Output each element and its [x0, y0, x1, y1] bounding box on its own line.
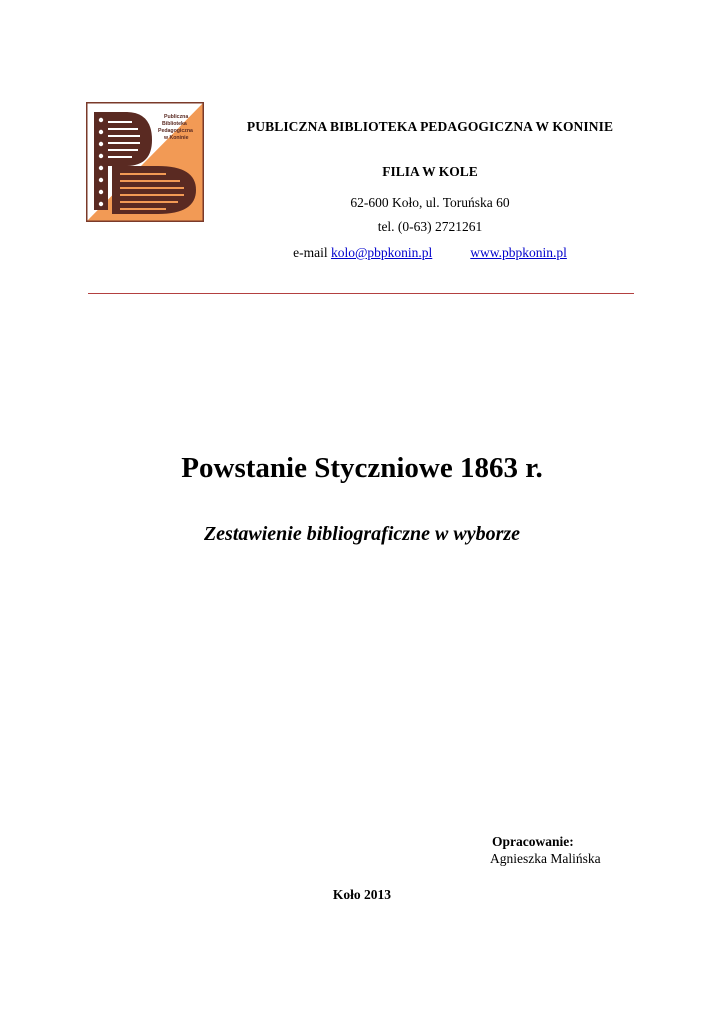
prepared-by-label: Opracowanie: [492, 834, 574, 849]
document-title: Powstanie Styczniowe 1863 r. [181, 452, 543, 484]
contact-line [220, 245, 640, 261]
author-name: Agnieszka Malińska [490, 851, 601, 866]
website-link[interactable]: www.pbpkonin.pl [470, 245, 567, 260]
library-logo-icon [86, 102, 204, 222]
svg-text:Publiczna: Publiczna [164, 114, 189, 120]
email-link[interactable]: kolo@pbpkonin.pl [330, 245, 433, 260]
place-and-year: Koło 2013 [332, 887, 392, 902]
svg-text:w Koninie: w Koninie [164, 135, 189, 141]
svg-text:Pedagogiczna: Pedagogiczna [158, 128, 193, 134]
phone: tel. (0-63) 2721261 [377, 219, 483, 234]
header-divider [88, 293, 634, 294]
institution-name: PUBLICZNA BIBLIOTEKA PEDAGOGICZNA W KONINIE [246, 119, 614, 134]
library-logo [86, 102, 204, 222]
email-prefix: e-mail [293, 245, 331, 260]
svg-text:Biblioteka: Biblioteka [162, 121, 187, 127]
document-subtitle: Zestawienie bibliograficzne w wyborze [203, 523, 521, 545]
branch-name: FILIA W KOLE [382, 164, 478, 179]
address: 62-600 Koło, ul. Toruńska 60 [350, 195, 510, 210]
